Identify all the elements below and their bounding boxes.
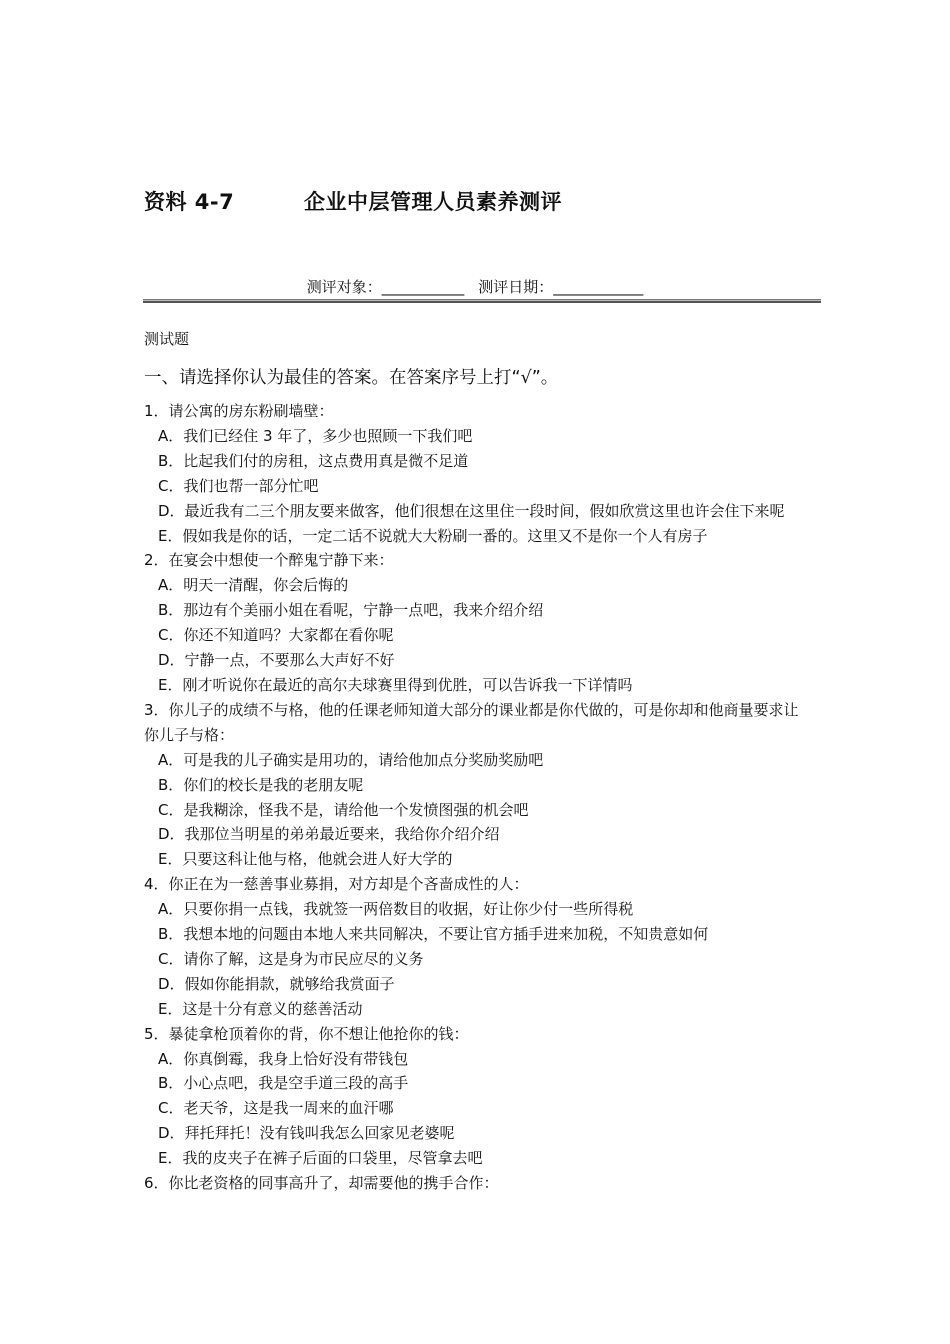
question-stem: 1．请公寓的房东粉刷墙壁： [144, 402, 334, 420]
option-item: E．假如我是你的话，一定二话不说就大大粉刷一番的。这里又不是你一个人有房子 [158, 526, 708, 545]
option-item: E．刚才听说你在最近的高尔夫球赛里得到优胜，可以告诉我一下详情吗 [158, 675, 633, 694]
option-item: C．请你了解，这是身为市民应尽的义务 [158, 949, 424, 968]
option-item: E．只要这科让他与格，他就会进人好大学的 [158, 850, 453, 869]
question-stem: 2．在宴会中想使一个醉鬼宁静下来： [144, 551, 394, 570]
document-title [144, 186, 562, 216]
option-item: A．你真倒霉，我身上恰好没有带钱包 [158, 1049, 409, 1068]
doc-label: 资料 4-7 [144, 190, 235, 214]
question-stem: 4．你正在为一慈善事业募捐，对方却是个吝啬成性的人： [144, 875, 529, 894]
option-item: D．拜托拜托！没有钱叫我怎么回家见老婆呢 [158, 1124, 455, 1143]
option-item: E．我的皮夹子在裤子后面的口袋里，尽管拿去吧 [158, 1149, 483, 1168]
doc-title: 企业中层管理人员素养测评 [304, 190, 562, 214]
question-stem: 5．暴徒拿枪顶着你的背，你不想让他抢你的钱： [144, 1024, 469, 1043]
subject-label: 测评对象： [306, 278, 382, 296]
option-item: A．可是我的儿子确实是用功的，请给他加点分奖励奖励吧 [158, 750, 544, 769]
option-item: D．假如你能捐款，就够给我赏面子 [158, 974, 395, 993]
question-stem: 3．你儿子的成绩不与格，他的任课老师知道大部分的课业都是你代做的，可是你却和他商量要求让你儿子与格： [144, 700, 799, 744]
option-item: C．老天爷，这是我一周来的血汗哪 [158, 1099, 394, 1118]
question-list [144, 399, 804, 1196]
section-label: 测试题 [144, 330, 190, 348]
date-label: 测评日期： [478, 278, 554, 296]
option-item: A．明天一清醒，你会后悔的 [158, 576, 349, 595]
option-item: D．我那位当明星的弟弟最近要来，我给你介绍介绍 [158, 825, 500, 844]
question-stem: 6．你比老资格的同事高升了，却需要他的携手合作： [144, 1174, 499, 1193]
option-item: D．宁静一点，不要那么大声好不好 [158, 651, 395, 670]
option-item: C．是我糊涂，怪我不是，请给他一个发愤图强的机会吧 [158, 800, 529, 819]
option-item: B．我想本地的问题由本地人来共同解决，不要让官方插手进来加税，不知贵意如何 [158, 925, 709, 944]
option-item: A．我们已经住 3 年了，多少也照顾一下我们吧 [158, 426, 473, 445]
option-item: E．这是十分有意义的慈善活动 [158, 999, 363, 1018]
option-item: D．最近我有二三个朋友要来做客，他们很想在这里住一段时间，假如欣赏这里也许会住下来呢 [158, 501, 785, 520]
option-item: B．比起我们付的房租，这点费用真是微不足道 [158, 451, 469, 470]
option-item: C．我们也帮一部分忙吧 [158, 476, 319, 495]
option-item: B．你们的校长是我的老朋友呢 [158, 775, 364, 794]
header-rule [143, 299, 821, 303]
subject-blank: ___________ [381, 278, 465, 296]
option-item: C．你还不知道吗？大家都在看你呢 [158, 626, 394, 645]
instruction: 一、请选择你认为最佳的答案。在答案序号上打“√”。 [144, 368, 559, 388]
option-item: B．小心点吧，我是空手道三段的高手 [158, 1074, 409, 1093]
date-blank: ____________ [553, 278, 644, 296]
option-item: A．只要你捐一点钱，我就签一两倍数目的收据，好让你少付一些所得税 [158, 900, 634, 919]
meta-row [0, 276, 950, 297]
option-item: B．那边有个美丽小姐在看呢，宁静一点吧，我来介绍介绍 [158, 601, 544, 620]
